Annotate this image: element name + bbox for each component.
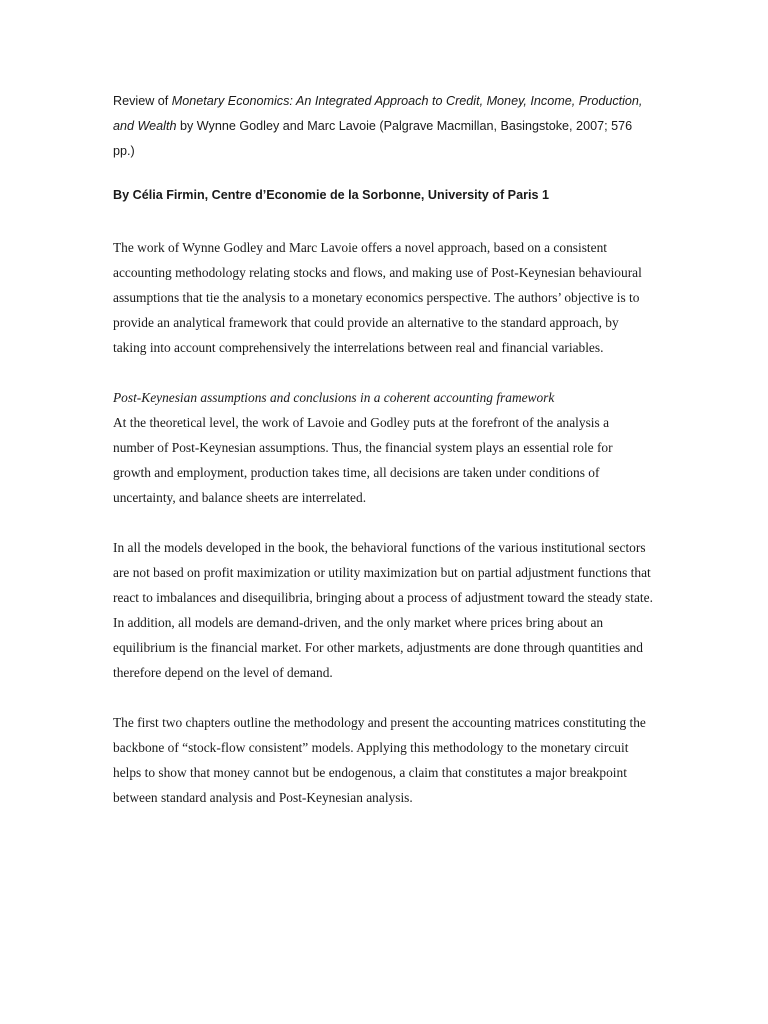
author-byline: By Célia Firmin, Centre d’Economie de la Sorbonne, University of Paris 1 xyxy=(113,188,549,202)
section-heading: Post-Keynesian assumptions and conclusions in a coherent accounting framework xyxy=(113,390,555,405)
section-paragraph: At the theoretical level, the work of Lavoie and Godley puts at the forefront of the analysis a number of Post-Keynesian assumptions. Thus, the financial system plays an essential role for growth and employment, production takes time, all decisions are taken under conditions of uncertainty, and balance sheets are interrelated. xyxy=(113,415,613,505)
document-page xyxy=(113,89,653,810)
section-paragraph: The first two chapters outline the methodology and present the accounting matrices constituting the backbone of “stock-flow consistent” models. Applying this methodology to the monetary circuit helps to show that money cannot but be endogenous, a claim that constitutes a major breakpoint between standard analysis and Post-Keynesian analysis. xyxy=(113,715,646,805)
book-title: Monetary Economics: An Integrated Approach to Credit, Money, Income, Production, and Wealth xyxy=(113,94,643,133)
section-paragraph: In all the models developed in the book, the behavioral functions of the various institutional sectors are not based on profit maximization or utility maximization but on partial adjustment functions that react to imbalances and disequilibria, bringing about a process of adjustment toward the steady state. In addition, all models are demand-driven, and the only market where prices bring about an equilibrium is the financial market. For other markets, adjustments are done through quantities and therefore depend on the level of demand. xyxy=(113,540,653,680)
intro-paragraph: The work of Wynne Godley and Marc Lavoie offers a novel approach, based on a consistent accounting methodology relating stocks and flows, and making use of Post-Keynesian behavioural assumptions that tie the analysis to a monetary economics perspective. The authors’ objective is to provide an analytical framework that could provide an alternative to the standard approach, by taking into account comprehensively the interrelations between real and financial variables. xyxy=(113,240,642,355)
review-suffix: by Wynne Godley and Marc Lavoie (Palgrave Macmillan, Basingstoke, 2007; 576 pp.) xyxy=(113,119,633,158)
review-title xyxy=(113,89,653,164)
review-prefix: Review of xyxy=(113,94,172,108)
